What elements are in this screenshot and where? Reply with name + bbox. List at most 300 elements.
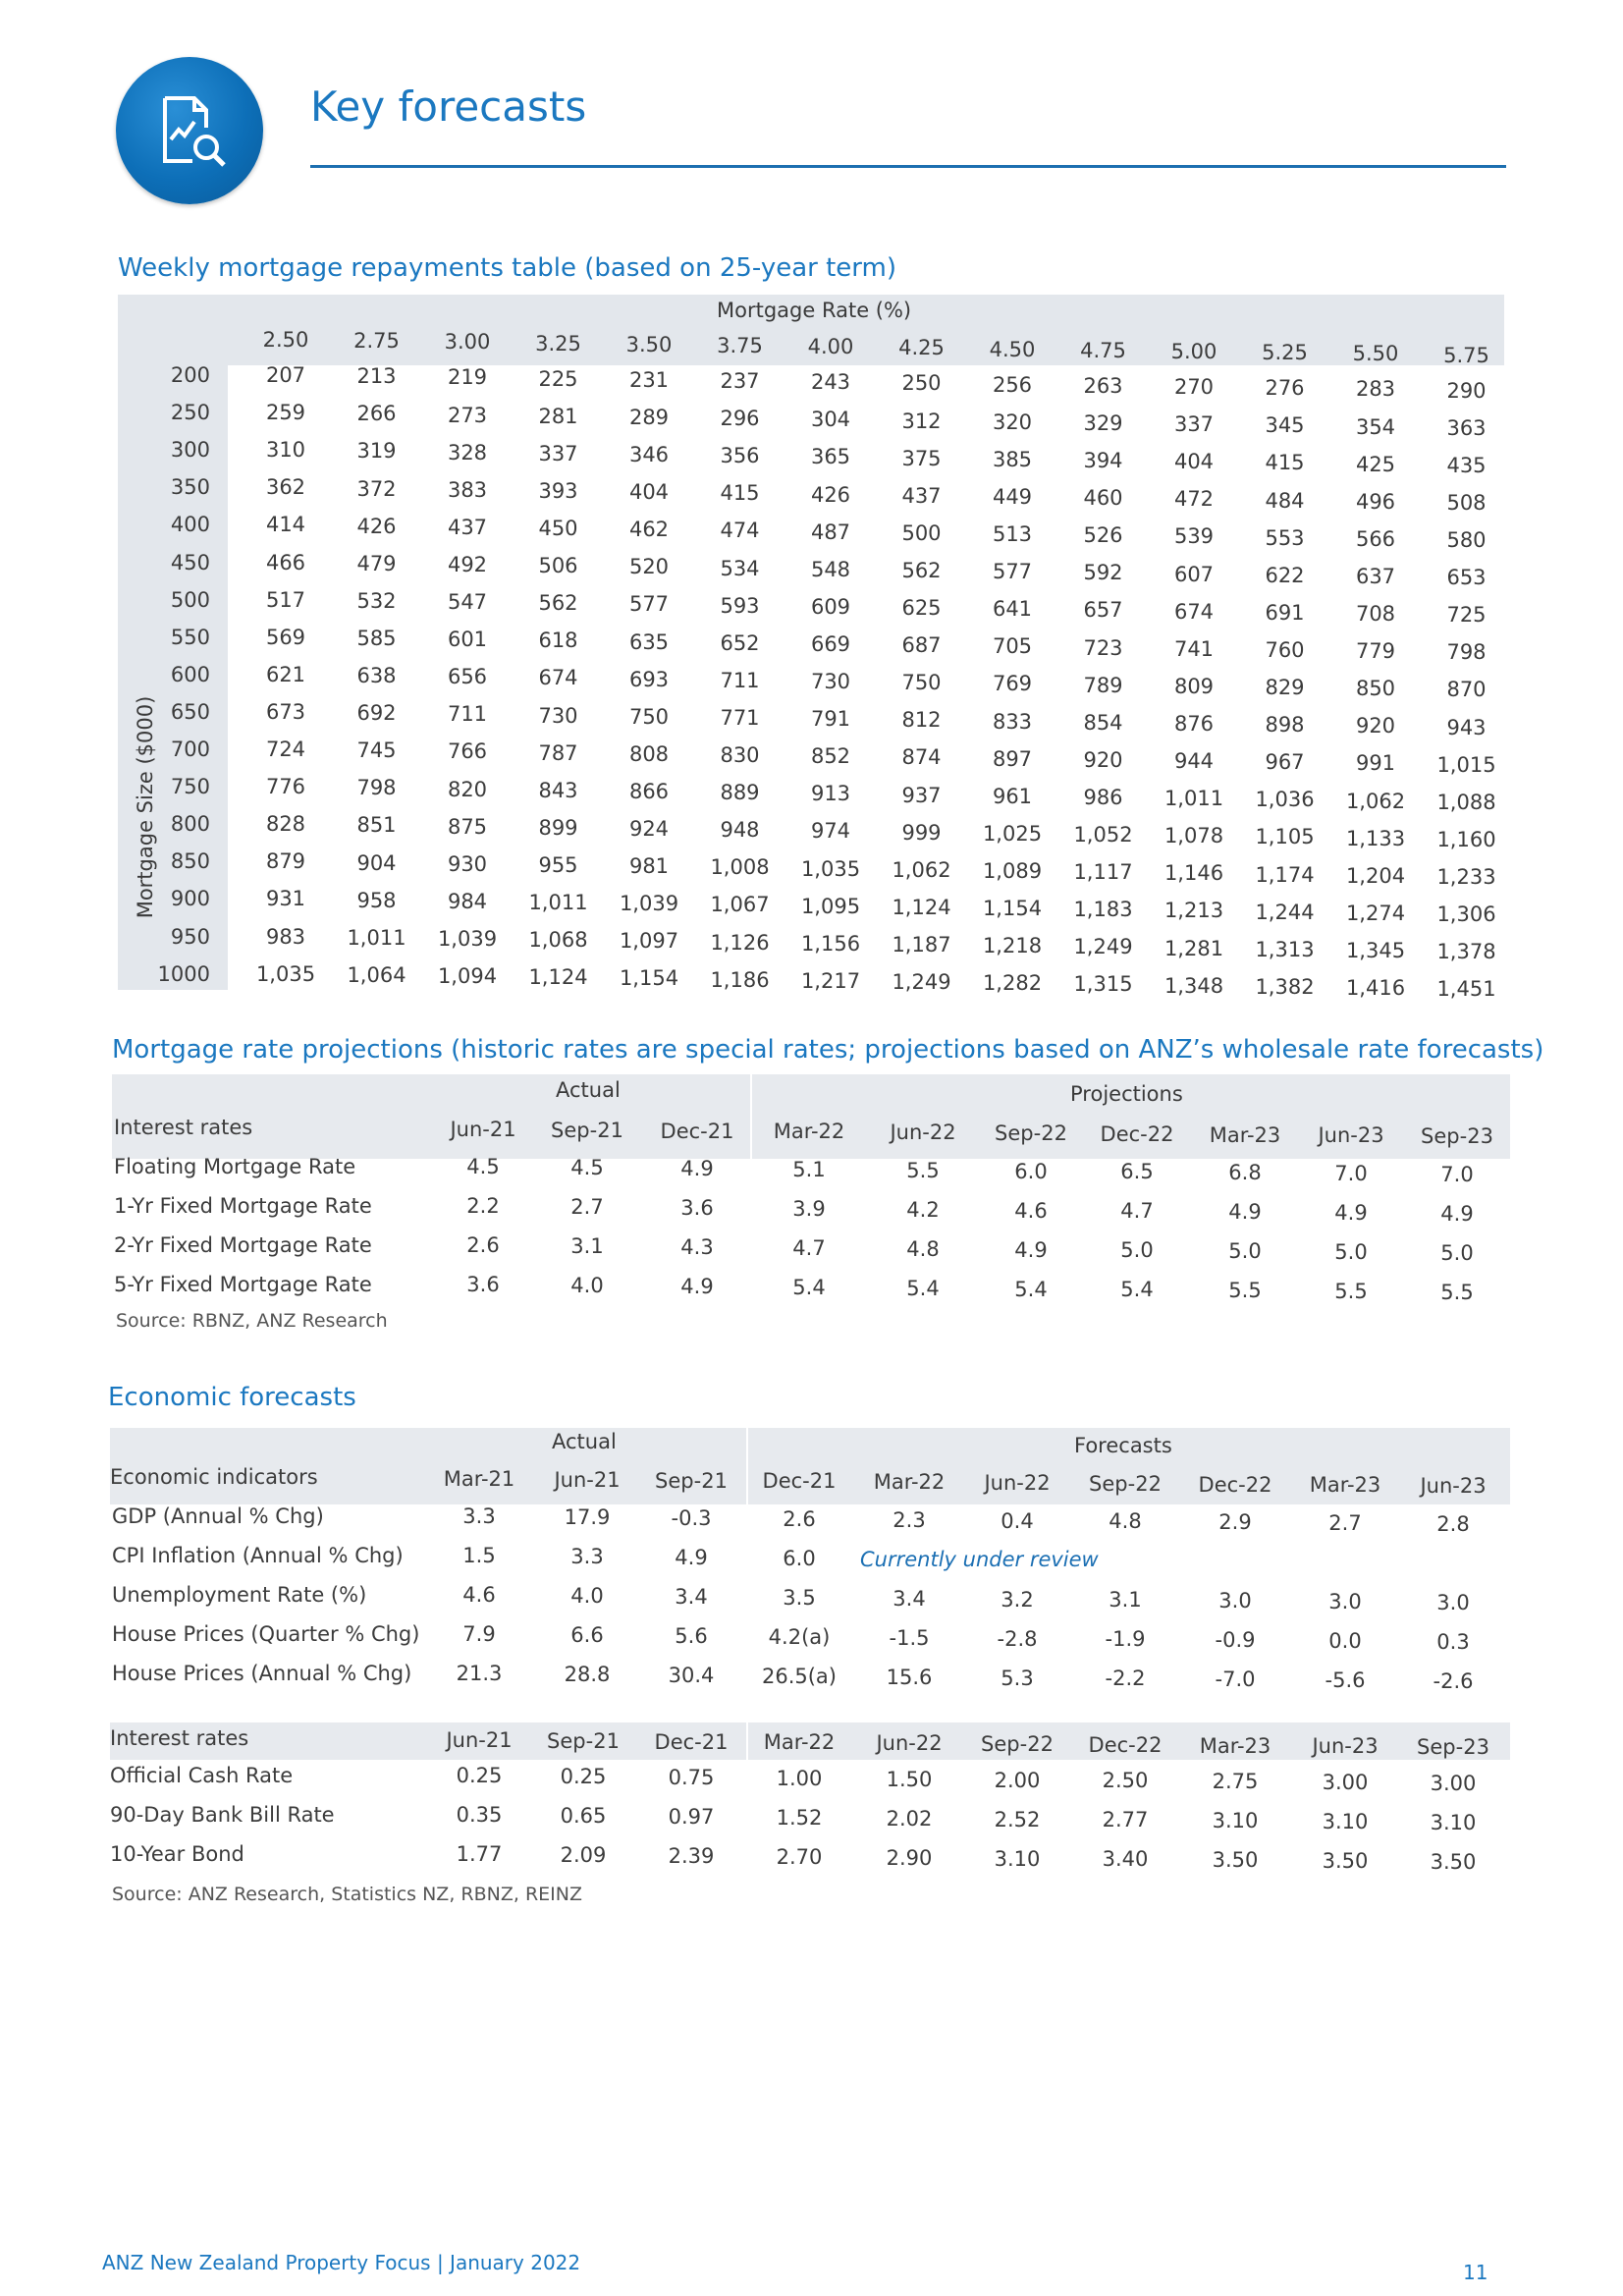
repayment-cell: 270 [1173,375,1215,399]
repayment-cell: 854 [1083,710,1123,735]
economic-value: -0.3 [671,1505,712,1530]
repayment-cell: 534 [720,556,760,580]
projections-value: 5.1 [792,1157,826,1181]
projections-value: 4.9 [1014,1237,1048,1262]
rate-col-header: 5.50 [1352,342,1399,366]
size-row-label: 850 [170,849,210,874]
projections-value: 5.4 [1120,1278,1154,1302]
repayment-cell: 1,011 [1163,787,1224,811]
projections-actual-label: Actual [556,1078,621,1102]
repayment-cell: 607 [1173,562,1215,586]
repayment-cell: 466 [265,550,306,574]
repayment-cell: 474 [720,519,760,543]
repayment-cell: 828 [265,812,306,837]
repayment-cell: 462 [628,518,670,542]
repayment-cell: 520 [628,555,670,579]
projections-value: 5.5 [1334,1280,1368,1304]
rates-value: 3.10 [994,1846,1041,1871]
projections-value: 4.9 [1334,1201,1368,1226]
economic-value: -2.6 [1433,1669,1474,1694]
repayment-cell: 1,097 [619,929,679,954]
economic-value: 21.3 [456,1662,503,1685]
repayment-cell: 693 [628,667,670,691]
rate-header: Mortgage Rate (%) [717,299,912,322]
cpi-review-note: Currently under review [860,1548,1099,1571]
projections-value: 4.5 [570,1155,604,1179]
repayment-cell: 635 [628,629,670,654]
repayment-cell: 1,133 [1345,826,1406,850]
repayment-cell: 1,416 [1345,976,1406,1000]
rates-value: 2.77 [1102,1808,1149,1832]
economic-value: 4.6 [462,1583,496,1607]
repayment-cell: 879 [265,849,306,874]
economic-value: 2.7 [1328,1511,1362,1536]
projections-value: 5.5 [1228,1279,1262,1303]
repayment-cell: 724 [265,738,306,761]
repayment-cell: 1,382 [1255,974,1315,999]
size-row-label: 450 [170,550,210,574]
rates-value: 0.65 [560,1803,607,1828]
economic-value: 3.4 [675,1584,708,1609]
repayment-cell: 638 [356,664,397,687]
rate-col-header: 4.00 [807,335,854,359]
repayment-cell: 1,105 [1255,825,1315,849]
repayment-cell: 741 [1173,636,1215,661]
repayment-cell: 484 [1265,488,1305,513]
economic-value: 26.5(a) [761,1664,837,1688]
economic-period-header: Mar-23 [1309,1473,1381,1498]
economic-period-header: Sep-22 [1089,1471,1162,1496]
repayment-cell: 924 [628,817,670,841]
repayment-cell: 937 [901,783,942,807]
rates-value: 3.10 [1212,1809,1259,1833]
repayment-cell: 870 [1446,678,1487,702]
repayment-cell: 641 [992,597,1033,622]
repayment-cell: 1,094 [437,964,498,988]
projections-value: 6.5 [1120,1160,1154,1184]
economic-value: 2.8 [1436,1512,1470,1537]
repayment-cell: 1,088 [1436,790,1496,814]
economic-value: 3.0 [1436,1591,1470,1615]
repayment-cell: 808 [628,741,670,766]
rate-col-header: 4.50 [989,337,1036,361]
size-row-label: 650 [170,699,210,724]
projections-period-header: Sep-22 [995,1121,1067,1145]
repayment-cell: 991 [1355,751,1396,776]
repayment-cell: 1,183 [1073,898,1133,922]
repayment-cell: 346 [628,443,670,466]
projections-period-header: Jun-22 [890,1121,956,1145]
projections-label-header: Interest rates [114,1116,253,1139]
repayment-cell: 653 [1446,566,1487,590]
repayment-cell: 725 [1446,603,1487,628]
projections-value: 3.1 [570,1233,604,1258]
rates-value: 3.40 [1102,1847,1149,1872]
projections-value: 4.7 [792,1235,826,1260]
repayment-cell: 1,039 [437,926,498,951]
repayment-cell: 425 [1355,452,1396,476]
repayment-cell: 760 [1265,637,1305,662]
repayment-cell: 225 [538,366,578,391]
repayment-cell: 904 [356,850,397,875]
repayment-cell: 899 [538,815,578,840]
repayment-cell: 328 [447,440,488,465]
projections-value: 5.4 [906,1276,940,1300]
repayment-cell: 791 [810,707,851,732]
repayment-cell: 276 [1265,376,1305,401]
rate-col-header: 4.25 [898,336,945,360]
economic-row-label: House Prices (Annual % Chg) [112,1662,412,1685]
repayment-cell: 931 [265,887,306,911]
economic-value: -2.2 [1105,1667,1146,1691]
projections-value: 5.5 [1440,1281,1474,1305]
economic-row-label: CPI Inflation (Annual % Chg) [112,1544,404,1567]
rates-period-header: Sep-23 [1417,1735,1489,1760]
repayment-cell: 372 [356,476,397,501]
repayment-cell: 779 [1355,639,1396,664]
size-row-label: 250 [170,401,210,425]
economic-value: 30.4 [668,1663,715,1687]
projections-period-header: Dec-22 [1100,1121,1174,1146]
rates-row-label: 90-Day Bank Bill Rate [110,1803,335,1827]
repayment-cell: 852 [810,744,851,769]
repayment-cell: 539 [1173,524,1215,549]
repayment-cell: 1,062 [1345,789,1406,813]
repayment-cell: 337 [538,441,578,465]
repayment-cell: 1,274 [1345,901,1406,925]
repayment-cell: 547 [447,590,488,614]
projections-value: 3.6 [680,1195,714,1220]
rates-value: 2.02 [886,1806,933,1831]
repayment-cell: 830 [720,743,760,767]
economic-period-header: Dec-21 [762,1469,837,1494]
size-row-label: 1000 [157,961,210,986]
repayment-cell: 354 [1355,414,1396,439]
projections-title: Mortgage rate projections (historic rates are special rates; projections based on ANZ’s wholesale rate forecasts) [112,1035,1544,1065]
rates-period-header: Dec-22 [1088,1732,1163,1757]
repayment-cell: 851 [356,813,397,838]
page-number: 11 [1463,2261,1488,2284]
rate-col-header: 3.00 [444,330,491,355]
economic-value: 3.0 [1328,1590,1362,1614]
projections-group-divider [750,1074,752,1159]
repayment-cell: 1,348 [1163,973,1224,998]
projections-header-band [112,1074,1510,1159]
projections-value: 4.5 [466,1155,500,1178]
repayment-cell: 691 [1265,600,1305,625]
repayment-cell: 553 [1265,525,1305,550]
repayment-cell: 711 [447,702,488,727]
rates-value: 3.10 [1430,1811,1477,1835]
repayment-cell: 1,036 [1255,788,1315,812]
rates-value: 2.50 [1102,1769,1149,1793]
repayment-cell: 320 [992,410,1033,434]
repayment-cell: 281 [538,404,578,428]
rates-period-header: Dec-21 [654,1729,729,1754]
repayment-cell: 789 [1083,673,1123,697]
repayment-cell: 562 [901,558,942,582]
repayment-cell: 1,451 [1436,977,1496,1002]
projections-value: 4.8 [906,1236,940,1261]
repayment-cell: 517 [265,587,306,612]
repayment-cell: 1,035 [800,856,861,881]
projections-value: 5.4 [1014,1277,1048,1301]
rates-period-header: Sep-22 [981,1732,1054,1756]
repayment-cell: 362 [265,475,306,500]
projections-period-header: Mar-23 [1209,1122,1281,1147]
repayment-cell: 385 [992,447,1033,471]
repayment-cell: 404 [1173,450,1215,474]
repayment-cell: 637 [1355,564,1396,588]
projections-value: 4.0 [570,1273,604,1297]
rates-period-header: Mar-22 [763,1730,836,1755]
rates-value: 0.25 [456,1764,503,1787]
repayment-cell: 479 [356,551,397,575]
repayment-cell: 622 [1265,563,1305,587]
repayment-cell: 961 [992,784,1033,808]
projections-row-label: 1-Yr Fixed Mortgage Rate [114,1194,372,1218]
repayment-cell: 1,156 [800,931,861,956]
repayment-cell: 460 [1083,486,1123,511]
rate-col-header: 2.50 [262,328,309,352]
repayment-cell: 415 [1265,451,1305,475]
projections-period-header: Sep-21 [551,1118,623,1142]
projections-value: 5.0 [1228,1239,1262,1264]
economic-value: 6.6 [570,1622,604,1647]
repayment-cell: 312 [901,409,942,433]
repayment-cell: 1,011 [347,925,406,950]
title-divider [310,165,1506,168]
repayment-cell: 1,095 [800,894,861,918]
economic-title: Economic forecasts [108,1383,356,1412]
repayment-cell: 1,154 [619,966,679,991]
repayment-cell: 809 [1173,674,1215,698]
economic-value: 3.3 [570,1544,604,1568]
size-header: Mortgage Size ($000) [134,695,157,919]
projections-row-label: 2-Yr Fixed Mortgage Rate [114,1233,372,1257]
economic-period-header: Sep-21 [655,1468,728,1493]
repayment-cell: 513 [992,522,1033,546]
economic-label-header: Economic indicators [110,1465,318,1489]
repayment-cell: 955 [538,852,578,877]
repayment-cell: 1,146 [1163,861,1224,886]
repayment-cell: 256 [992,372,1033,397]
repayment-cell: 207 [265,363,306,387]
repayment-cell: 1,008 [710,855,770,880]
rate-col-header: 5.75 [1443,343,1489,367]
repayment-cell: 986 [1083,785,1123,809]
size-row-label: 800 [170,812,210,837]
repayment-cell: 1,187 [892,932,951,957]
repayment-cell: 750 [628,704,670,729]
repayment-cell: 404 [628,480,670,505]
repayment-cell: 920 [1083,747,1123,772]
repayment-cell: 766 [447,739,488,764]
repayment-cell: 569 [265,625,306,649]
repayment-cell: 898 [1265,713,1305,738]
repayment-cell: 1,217 [800,968,861,993]
repayment-cell: 393 [538,478,578,503]
projections-value: 5.0 [1334,1240,1368,1265]
economic-row-label: Unemployment Rate (%) [112,1583,367,1607]
repayment-cell: 850 [1355,677,1396,701]
repayment-cell: 913 [810,782,851,806]
projections-value: 5.0 [1440,1241,1474,1266]
repayment-cell: 798 [1446,640,1487,665]
repayment-cell: 958 [356,888,397,912]
rates-value: 1.00 [776,1766,823,1790]
repayment-cell: 1,052 [1073,823,1133,847]
rates-value: 2.52 [994,1807,1041,1831]
repayment-cell: 829 [1265,676,1305,699]
repayment-cell: 948 [720,818,760,843]
repayment-cell: 532 [356,588,397,613]
repayment-cell: 1,204 [1345,863,1406,888]
economic-source: Source: ANZ Research, Statistics NZ, RBNZ, REINZ [112,1884,582,1905]
repayment-cell: 383 [447,477,488,502]
repayment-cell: 1,282 [982,971,1043,996]
repayment-cell: 319 [356,439,397,464]
rates-value: 2.70 [776,1844,823,1869]
economic-value: 0.0 [1328,1629,1362,1654]
repayment-cell: 876 [1173,711,1215,736]
economic-fc-label: Forecasts [1074,1434,1172,1457]
projections-value: 3.9 [792,1196,826,1221]
rates-value: 3.50 [1212,1848,1259,1873]
repayment-cell: 1,064 [347,962,406,987]
projections-value: 4.9 [680,1156,714,1180]
repayment-cell: 974 [810,819,851,844]
repayment-cell: 820 [447,777,488,801]
projections-period-header: Jun-23 [1318,1123,1384,1148]
repayment-cell: 656 [447,665,488,689]
rates-value: 0.35 [456,1803,503,1827]
repayment-cell: 243 [810,370,851,395]
rate-col-header: 3.75 [717,334,763,357]
repayment-cell: 250 [901,371,942,396]
economic-value: 4.0 [570,1583,604,1608]
repayment-cell: 1,186 [710,967,770,992]
economic-value: 0.3 [1436,1630,1470,1655]
size-row-label: 900 [170,887,210,911]
projections-value: 5.5 [906,1158,940,1182]
repayment-cell: 843 [538,778,578,802]
economic-period-header: Jun-21 [554,1467,621,1492]
report-logo [116,57,263,204]
repayment-cell: 769 [992,672,1033,696]
repayment-cell: 1,244 [1255,900,1315,924]
repayment-cell: 426 [810,482,851,507]
repayment-cell: 548 [810,557,851,581]
repayment-cell: 585 [356,626,397,650]
repayment-cell: 833 [992,709,1033,734]
repayment-cell: 999 [901,820,942,845]
repayment-cell: 618 [538,629,578,653]
rate-col-header: 5.00 [1170,340,1217,363]
rates-value: 2.90 [886,1845,933,1870]
repayment-cell: 1,306 [1436,902,1496,926]
rates-value: 1.50 [886,1767,933,1791]
projections-value: 4.6 [1014,1198,1048,1223]
repayment-cell: 580 [1446,528,1487,552]
economic-value: 4.8 [1109,1509,1142,1534]
economic-value: 3.3 [462,1504,496,1528]
repayment-cell: 609 [810,594,851,619]
rates-value: 2.75 [1212,1770,1259,1794]
repayment-cell: 874 [901,745,942,770]
economic-row-label: House Prices (Quarter % Chg) [112,1622,420,1646]
economic-value: 0.4 [1001,1508,1034,1533]
rates-value: 1.52 [776,1805,823,1830]
rate-col-header: 3.50 [625,332,673,356]
repayment-cell: 263 [1083,373,1123,398]
repayment-cell: 492 [447,552,488,576]
repayment-cell: 771 [720,705,760,730]
repayment-cell: 875 [447,814,488,839]
repayment-cell: 798 [356,776,397,800]
economic-value: 17.9 [564,1504,611,1529]
repayment-cell: 812 [901,708,942,733]
projections-row-label: Floating Mortgage Rate [114,1155,356,1178]
repayment-cell: 449 [992,484,1033,509]
economic-row-label: GDP (Annual % Chg) [112,1504,324,1528]
projections-value: 2.7 [570,1194,604,1219]
repayment-cell: 237 [720,369,760,393]
projections-value: 5.0 [1120,1238,1154,1263]
repayment-cell: 1,213 [1163,899,1224,923]
repayment-cell: 1,062 [892,857,951,882]
rates-value: 1.77 [456,1842,503,1866]
size-row-label: 200 [170,363,210,387]
economic-value: 1.5 [462,1544,496,1567]
projections-value: 3.6 [466,1273,500,1296]
economic-value: 5.6 [675,1623,708,1648]
economic-value: 5.3 [1001,1666,1034,1690]
repayment-cell: 304 [810,408,851,432]
projections-value: 7.0 [1440,1163,1474,1187]
repayment-cell: 273 [447,403,488,427]
repayment-cell: 673 [265,699,306,724]
projections-row-label: 5-Yr Fixed Mortgage Rate [114,1273,372,1296]
projections-period-header: Jun-21 [450,1118,516,1141]
projections-proj-label: Projections [1070,1082,1183,1106]
projections-period-header: Dec-21 [660,1119,734,1143]
repayment-cell: 437 [901,483,942,508]
repayment-cell: 1,067 [710,893,770,917]
repayment-cell: 692 [356,701,397,726]
repayment-cell: 310 [265,438,306,463]
repayment-cell: 776 [265,775,306,799]
rates-period-header: Mar-23 [1199,1733,1271,1758]
economic-value: 3.2 [1001,1587,1034,1612]
repayment-cell: 415 [720,481,760,506]
projections-value: 4.9 [1440,1202,1474,1227]
repayment-cell: 337 [1173,412,1215,437]
repayment-cell: 508 [1446,490,1487,515]
size-row-label: 750 [170,775,210,799]
repayment-cell: 1,025 [982,821,1043,846]
repayment-cell: 593 [720,593,760,618]
repayment-cell: 1,124 [528,965,588,990]
repayment-cell: 705 [992,634,1033,659]
footer-publication: ANZ New Zealand Property Focus | January 2022 [102,2251,581,2274]
repayment-cell: 1,345 [1345,938,1406,962]
repayment-cell: 363 [1446,415,1487,440]
rate-col-header: 4.75 [1080,338,1126,362]
rates-value: 0.97 [668,1804,715,1829]
size-row-label: 550 [170,625,210,649]
repayment-cell: 745 [356,738,397,763]
